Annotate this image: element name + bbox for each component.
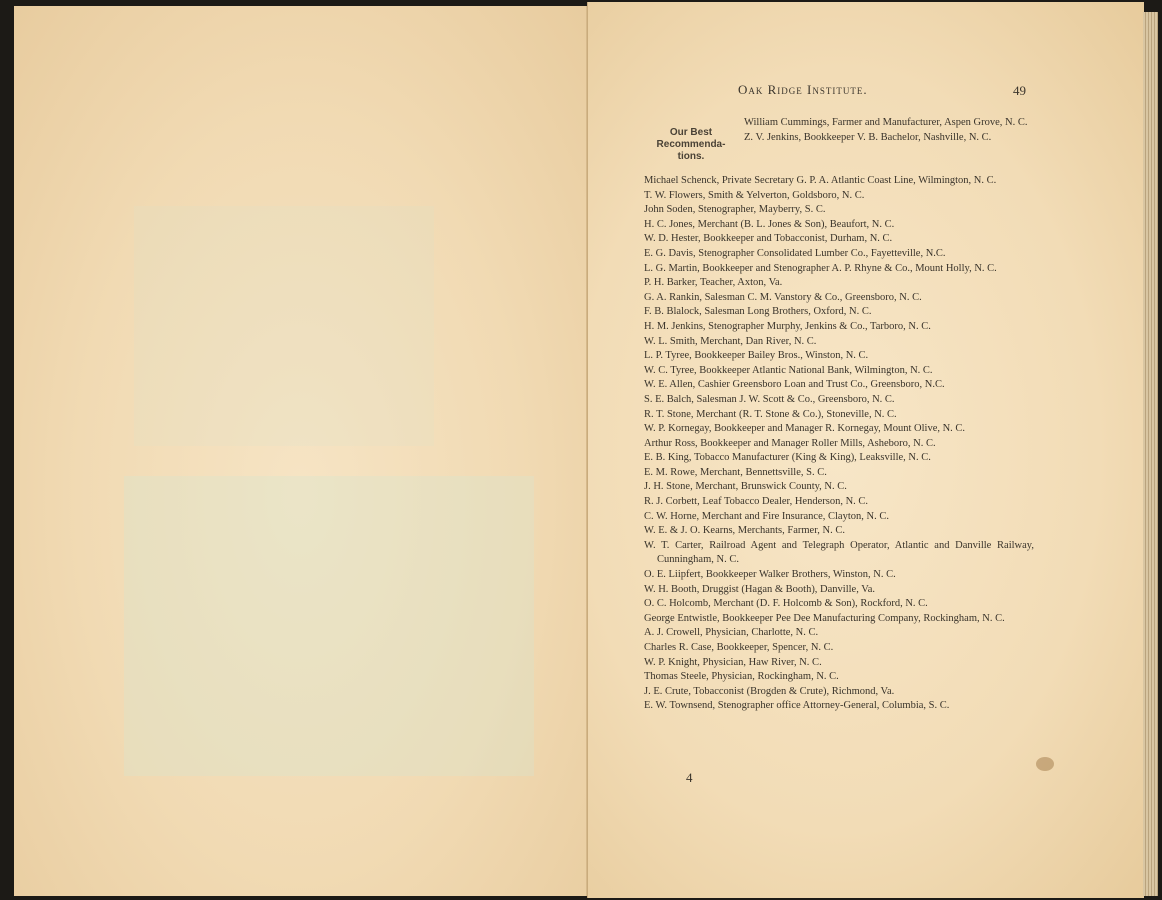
list-item: E. B. King, Tobacco Manufacturer (King & King), Leaksville, N. C. [644,452,931,464]
list-item: H. M. Jenkins, Stenographer Murphy, Jenkins & Co., Tarboro, N. C. [644,320,931,332]
list-item: George Entwistle, Bookkeeper Pee Dee Manufacturing Company, Rockingham, N. C. [644,612,1005,624]
list-item: J. E. Crute, Tobacconist (Brogden & Crute), Richmond, Va. [644,685,895,697]
page-edges [1143,12,1158,896]
list-item: Thomas Steele, Physician, Rockingham, N. C. [644,671,839,683]
running-head: Oak Ridge Institute. [738,82,868,97]
list-item: W. E. Allen, Cashier Greensboro Loan and Trust Co., Greensboro, N.C. [644,379,945,391]
list-item: J. H. Stone, Merchant, Brunswick County, N. C. [644,481,847,493]
open-book [4,2,1158,898]
list-item: W. H. Booth, Druggist (Hagan & Booth), Danville, Va. [644,583,875,595]
list-item: W. E. & J. O. Kearns, Merchants, Farmer, N. C. [644,525,845,537]
margin-note-line: tions. [677,151,705,162]
list-item: L. P. Tyree, Bookkeeper Bailey Bros., Winston, N. C. [644,350,869,362]
list-item: O. C. Holcomb, Merchant (D. F. Holcomb & Son), Rockford, N. C. [644,598,928,610]
list-item: T. W. Flowers, Smith & Yelverton, Goldsboro, N. C. [644,189,865,201]
signature-mark: 4 [686,770,693,785]
list-item: R. T. Stone, Merchant (R. T. Stone & Co.), Stoneville, N. C. [644,408,897,420]
list-item: Charles R. Case, Bookkeeper, Spencer, N. C. [644,642,834,653]
right-page [587,2,1144,898]
margin-note [646,127,736,163]
list-item: W. D. Hester, Bookkeeper and Tobacconist, Durham, N. C. [644,233,893,245]
list-item: O. E. Liipfert, Bookkeeper Walker Brothers, Winston, N. C. [644,569,896,581]
list-item: A. J. Crowell, Physician, Charlotte, N. C. [644,627,819,639]
list-item: Arthur Ross, Bookkeeper and Manager Roller Mills, Asheboro, N. C. [644,437,936,449]
list-item: W. T. Carter, Railroad Agent and Telegraph Operator, Atlantic and Danville Railway, Cunningham, N. C. [644,539,1034,566]
list-item: F. B. Blalock, Salesman Long Brothers, Oxford, N. C. [644,306,872,318]
list-item: L. G. Martin, Bookkeeper and Stenographer A. P. Rhyne & Co., Mount Holly, N. C. [644,262,997,274]
page-stain [1036,757,1054,771]
list-item: W. P. Kornegay, Bookkeeper and Manager R. Kornegay, Mount Olive, N. C. [644,423,966,435]
list-item: Z. V. Jenkins, Bookkeeper V. B. Bachelor, Nashville, N. C. [744,131,992,143]
list-item: W. P. Knight, Physician, Haw River, N. C. [644,656,822,668]
list-item: W. L. Smith, Merchant, Dan River, N. C. [644,335,817,347]
recommendation-list-top [744,116,1034,145]
list-item: C. W. Horne, Merchant and Fire Insurance, Clayton, N. C. [644,510,889,522]
page-discoloration [134,206,434,446]
list-item: E. W. Townsend, Stenographer office Attorney-General, Columbia, S. C. [644,700,950,712]
page-number: 49 [1013,83,1026,98]
list-item: E. G. Davis, Stenographer Consolidated Lumber Co., Fayetteville, N.C. [644,247,946,259]
list-item: G. A. Rankin, Salesman C. M. Vanstory & Co., Greensboro, N. C. [644,291,922,303]
left-page-blank [14,6,587,896]
list-item: P. H. Barker, Teacher, Axton, Va. [644,277,783,289]
list-item: William Cummings, Farmer and Manufacturer, Aspen Grove, N. C. [744,117,1028,128]
margin-note-line: Recommenda- [656,139,726,150]
list-item: H. C. Jones, Merchant (B. L. Jones & Son), Beaufort, N. C. [644,218,895,230]
list-item: Michael Schenck, Private Secretary G. P. A. Atlantic Coast Line, Wilmington, N. C. [644,175,997,186]
list-item: E. M. Rowe, Merchant, Bennettsville, S. C. [644,466,827,478]
list-item: John Soden, Stenographer, Mayberry, S. C. [644,204,826,216]
margin-note-line: Our Best [669,127,713,138]
recommendation-list [644,174,1034,714]
list-item: W. C. Tyree, Bookkeeper Atlantic National Bank, Wilmington, N. C. [644,364,933,376]
list-item: R. J. Corbett, Leaf Tobacco Dealer, Henderson, N. C. [644,496,869,508]
page-discoloration [124,476,534,776]
list-item: S. E. Balch, Salesman J. W. Scott & Co., Greensboro, N. C. [644,393,895,405]
